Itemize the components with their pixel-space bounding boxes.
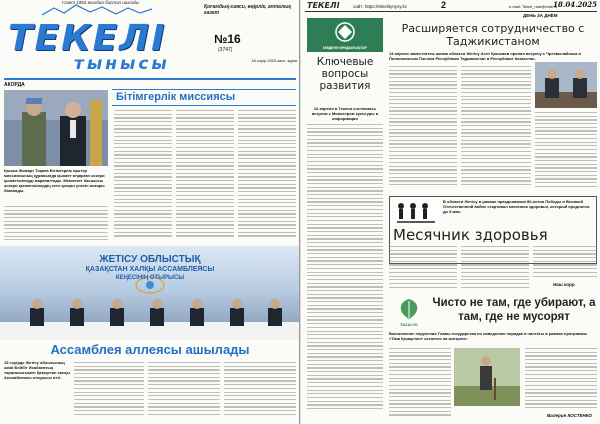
- lead-clean: Выполнение поручения Главы государства по наведению порядка и чистоты в рамках программы «Таза Қазақстан» остается на контроле.: [389, 331, 588, 341]
- page-header-site: сайт: https://tekelitynysy.kz: [353, 4, 408, 9]
- page-header-date: 18.04.2025: [553, 0, 597, 9]
- health-lead: В области Жетісу в рамках празднования 80-летия Победы в Великой Отечественной войне стартовал месячник здоровья, который продлится до 9 мая.: [443, 199, 590, 214]
- clean-author: Валерия КОСТЕНКО: [547, 413, 592, 418]
- issue-number: №16: [214, 32, 241, 46]
- article-text-block: [74, 362, 144, 420]
- assembly-session-photo: [0, 246, 300, 340]
- banner-title-line: ЖЕТІСУ ОБЛЫСТЫҚ: [99, 254, 201, 265]
- masthead-motto: Қоғамдық-саяси, өңірлік, апталық газет: [204, 4, 291, 16]
- right-page: [301, 0, 600, 424]
- article-text-block: [533, 246, 597, 280]
- headline-mission: Бітімгерлік миссиясы: [112, 89, 296, 106]
- tazalyk-caption: TAZALYK: [400, 322, 418, 327]
- culture-logo-text: МӘДЕНИ ҚҰНДЫЛЫҚТАР: [323, 46, 367, 50]
- page-header-email: e-mail: Tekeli_real@mail.ru: [509, 4, 558, 9]
- headline-values: Ключевые вопросы развития: [316, 56, 374, 92]
- page-header-logo: ТЕКЕЛІ: [307, 1, 340, 10]
- headline-assembly: Ассамблея аллеясы ашылады: [50, 342, 250, 357]
- article-text-block: [535, 112, 597, 192]
- president-award-photo: [4, 90, 108, 166]
- article-text-block: [461, 246, 529, 290]
- masthead-rule: [4, 78, 296, 80]
- article-text-block: [525, 348, 597, 410]
- lead-assembly: 15 сәуірде Жетісу облысының әкімі Бейбіт Исабаевтың төрағалығымен Қазақстан халқы Ассамблеясы отырысы өтті.: [4, 360, 70, 380]
- issue-total: (3747): [218, 47, 233, 53]
- article-text-block: [176, 110, 234, 244]
- banner-title-line: ҚАЗАҚСТАН ХАЛҚЫ АССАМБЛЕЯСЫ: [85, 266, 215, 273]
- banner-title-line: КЕҢЕСІНІҢ ОТЫРЫСЫ: [115, 275, 185, 281]
- tazalyk-leaf-logo: [389, 296, 429, 322]
- header-rule: [305, 11, 597, 12]
- article-text-block: [238, 110, 296, 244]
- article-text-block: [461, 66, 531, 192]
- logo-title: ТЕКЕЛІ: [8, 18, 167, 59]
- lead-mission: Қасым-Жомарт Тоқаев Бітімгерлік күштер миссиясының құрамында қызмет атқарған әскери қызметшілерді марапаттады. Мемлекет басшысы әскери қызметшілердің елге қосқан үлесін жоғары бағалады.: [4, 168, 105, 193]
- section-tag: АКОРДА: [4, 82, 25, 88]
- article-text-block: [148, 362, 220, 420]
- article-text-block: [389, 246, 457, 290]
- tajik-meeting-photo: [535, 62, 597, 108]
- cleanup-volunteers-photo: [454, 348, 520, 406]
- lead-tajik: 14 апреля заместитель акима области Жетісу Асет Қасымов принял встречу с Чрезвычайным и Полномочным Послом Республики Таджикистан в Республике Казахстан.: [389, 51, 581, 61]
- page-number: 2: [441, 0, 447, 10]
- masthead: [0, 0, 300, 82]
- article-text-block: [114, 110, 172, 244]
- article-text-block: [389, 66, 457, 192]
- headline-health: Месячник здоровья: [393, 226, 548, 244]
- headline-clean: Чисто не там, где убирают, а там, где не мусорят: [432, 297, 596, 323]
- health-author: Наш корр.: [553, 282, 576, 287]
- article-text-block: [389, 348, 451, 420]
- lead-values: 16 апреля в Текели состоялась встреча с Министром культуры и информации: [311, 106, 379, 121]
- logo-subtitle: тынысы: [74, 54, 170, 74]
- article-text-block: [307, 124, 383, 420]
- article-text-block: [224, 362, 296, 420]
- mountain-ornament-icon: [42, 4, 152, 16]
- issue-date: 18 сәуір 2025 жыл, жұма: [251, 58, 297, 63]
- article-text-block: [4, 206, 108, 244]
- section-tag: ДЕНЬ ЗА ДНЁМ: [523, 13, 558, 18]
- health-runners-icon: [393, 200, 439, 226]
- masthead-tagline: Газет 1963 жылдан бастап шығады: [62, 0, 140, 5]
- headline-tajik: Расширяется сотрудничество с Таджикистаном: [401, 22, 585, 48]
- newspaper-logo: [4, 4, 200, 76]
